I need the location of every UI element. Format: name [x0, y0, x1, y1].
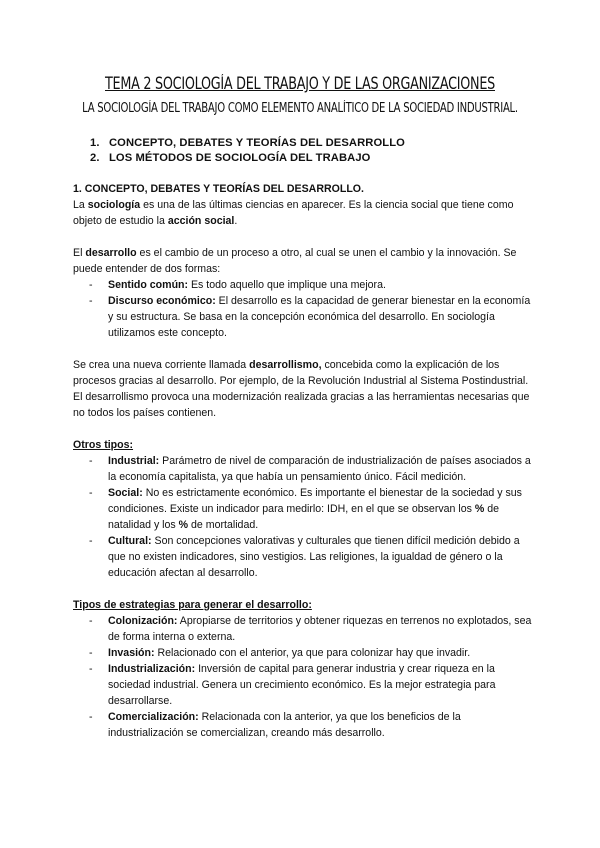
list-item: - Sentido común: Es todo aquello que implique una mejora.: [73, 277, 533, 293]
subheading: Tipos de estrategias para generar el desarrollo:: [73, 599, 312, 611]
desarrollismo-paragraph: Se crea una nueva corriente llamada desarrollismo, concebida como la explicación de los procesos gracias al desarrollo. Por ejemplo, de la Revolución Industrial al Sistema Postindustrial. El desarrollismo provoca una modernización realizada gracias a las herramientas necesarias que no todos los países contienen.: [73, 359, 530, 419]
list-item: - Invasión: Relacionado con el anterior, ya que para colonizar hay que invadir.: [73, 645, 533, 661]
list-item: - Cultural: Son concepciones valorativas y culturales que tienen difícil medición debido a que no existen indicadores, sino vestigios. Las religiones, la igualdad de género o la educación afectan al desarrollo.: [73, 533, 533, 581]
list-item: - Social: No es estrictamente económico. Es importante el bienestar de la sociedad y sus condiciones. Existe un indicador para medirlo: IDH, en el que se observan los % de natalidad y los % de mortalidad.: [73, 485, 533, 533]
toc-label: CONCEPTO, DEBATES Y TEORÍAS DEL DESARROLLO: [109, 137, 405, 149]
toc-label: LOS MÉTODOS DE SOCIOLOGÍA DEL TRABAJO: [109, 152, 371, 164]
toc-item: [90, 137, 405, 149]
types-list: [73, 453, 533, 581]
subheading: Otros tipos:: [73, 439, 134, 451]
list-item: - Industrialización: Inversión de capital para generar industria y crear riqueza en la sociedad industrial. Genera un crecimiento económico. Es la mejor estrategia para desarrollarse.: [73, 661, 533, 709]
list-item: - Discurso económico: El desarrollo es la capacidad de generar bienestar en la economía y su estructura. Se basa en la concepción económica del desarrollo. En sociología utilizamos este concepto.: [73, 293, 533, 341]
list-item: - Comercialización: Relacionada con la anterior, ya que los beneficios de la industrialización se comercializan, creando más desarrollo.: [73, 709, 533, 741]
list-item: - Colonización: Apropiarse de territorios y obtener riquezas en terrenos no explotados, sea de forma interna o externa.: [73, 613, 533, 645]
intro-paragraph: La sociología es una de las últimas ciencias en aparecer. Es la ciencia social que tiene como objeto de estudio la acción social.: [73, 199, 514, 227]
development-paragraph: El desarrollo es el cambio de un proceso a otro, al cual se unen el cambio y la innovación. Se puede entender de dos formas:: [73, 247, 517, 275]
toc-number: 2.: [90, 152, 100, 164]
toc-item: [90, 152, 370, 164]
forms-list: [73, 277, 533, 341]
list-item: - Industrial: Parámetro de nivel de comparación de industrialización de países asociados a la economía capitalista, ya que había un pensamiento único. Fácil medición.: [73, 453, 533, 485]
section-heading: 1. CONCEPTO, DEBATES Y TEORÍAS DEL DESARROLLO.: [73, 183, 364, 195]
strategies-list: [73, 613, 533, 741]
toc-number: 1.: [90, 137, 100, 149]
section-body: [73, 181, 533, 741]
page-subtitle: LA SOCIOLOGÍA DEL TRABAJO COMO ELEMENTO ANALÍTICO DE LA SOCIEDAD INDUSTRIAL.: [82, 101, 518, 116]
page-title: TEMA 2 SOCIOLOGÍA DEL TRABAJO Y DE LAS ORGANIZACIONES: [104, 74, 496, 93]
